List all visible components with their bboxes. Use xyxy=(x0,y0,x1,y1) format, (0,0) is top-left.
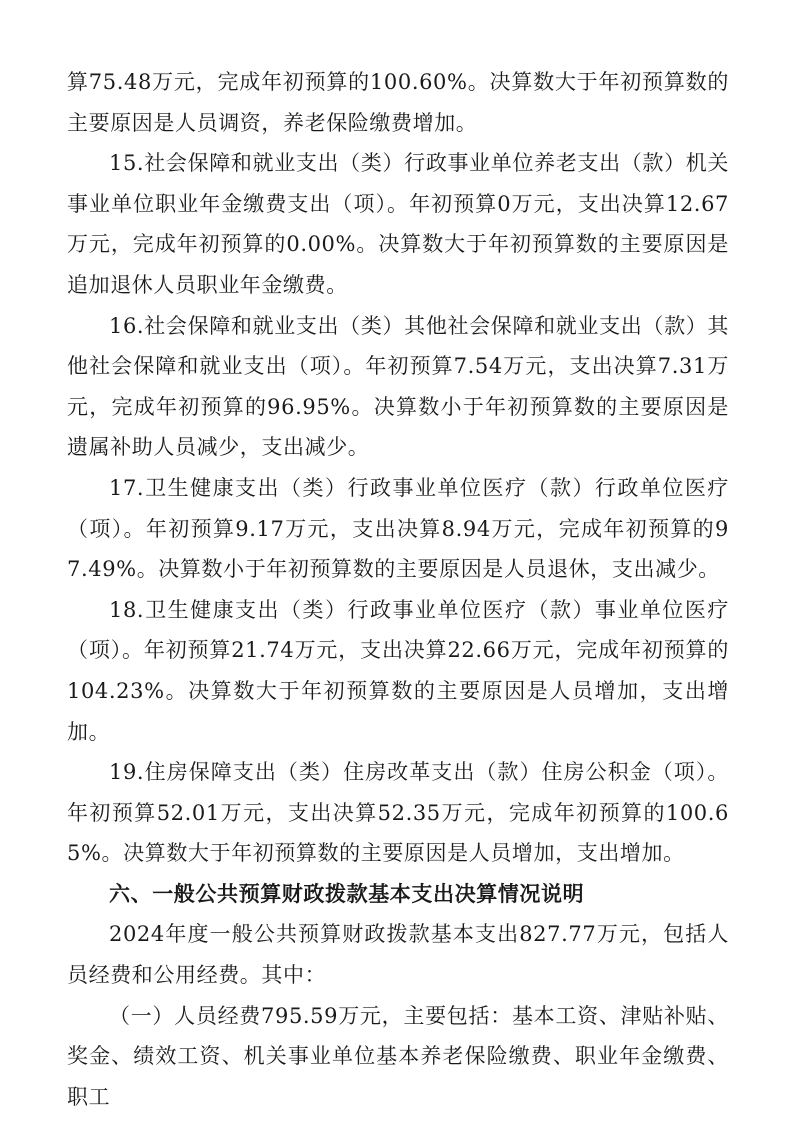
paragraph-item-17: 17.卫生健康支出（类）行政事业单位医疗（款）行政单位医疗（项）。年初预算9.17万元，支出决算8.94万元，完成年初预算的97.49%。决算数小于年初预算数的主要原因是人员退休，支出减少。 xyxy=(67,475,729,582)
paragraph-item-15: 15.社会保障和就业支出（类）行政事业单位养老支出（款）机关事业单位职业年金缴费支出（项）。年初预算0万元，支出决算12.67万元，完成年初预算的0.00%。决算数大于年初预算数的主要原因是追加退休人员职业年金缴费。 xyxy=(67,151,729,297)
paragraph-item-19: 19.住房保障支出（类）住房改革支出（款）住房公积金（项）。年初预算52.01万元，支出决算52.35万元，完成年初预算的100.65%。决算数大于年初预算数的主要原因是人员增加，支出增加。 xyxy=(67,760,729,866)
section-heading: 六、一般公共预算财政拨款基本支出决算情况说明 xyxy=(109,881,585,906)
document-page xyxy=(67,62,729,1117)
paragraph-item-14-continued: 算75.48万元，完成年初预算的100.60%。决算数大于年初预算数的主要原因是人员调资，养老保险缴费增加。 xyxy=(67,70,729,135)
personnel-expense-paragraph: （一）人员经费795.59万元，主要包括：基本工资、津贴补贴、奖金、绩效工资、机关事业单位基本养老保险缴费、职业年金缴费、职工 xyxy=(67,1003,729,1109)
paragraph-item-16: 16.社会保障和就业支出（类）其他社会保障和就业支出（款）其他社会保障和就业支出（项）。年初预算7.54万元，支出决算7.31万元，完成年初预算的96.95%。决算数小于年初预算数的主要原因是遗属补助人员减少，支出减少。 xyxy=(67,313,729,460)
paragraph-item-18: 18.卫生健康支出（类）行政事业单位医疗（款）事业单位医疗（项）。年初预算21.74万元，支出决算22.66万元，完成年初预算的104.23%。决算数大于年初预算数的主要原因是人员增加，支出增加。 xyxy=(67,597,729,744)
summary-paragraph: 2024年度一般公共预算财政拨款基本支出827.77万元，包括人员经费和公用经费。其中： xyxy=(67,922,729,988)
